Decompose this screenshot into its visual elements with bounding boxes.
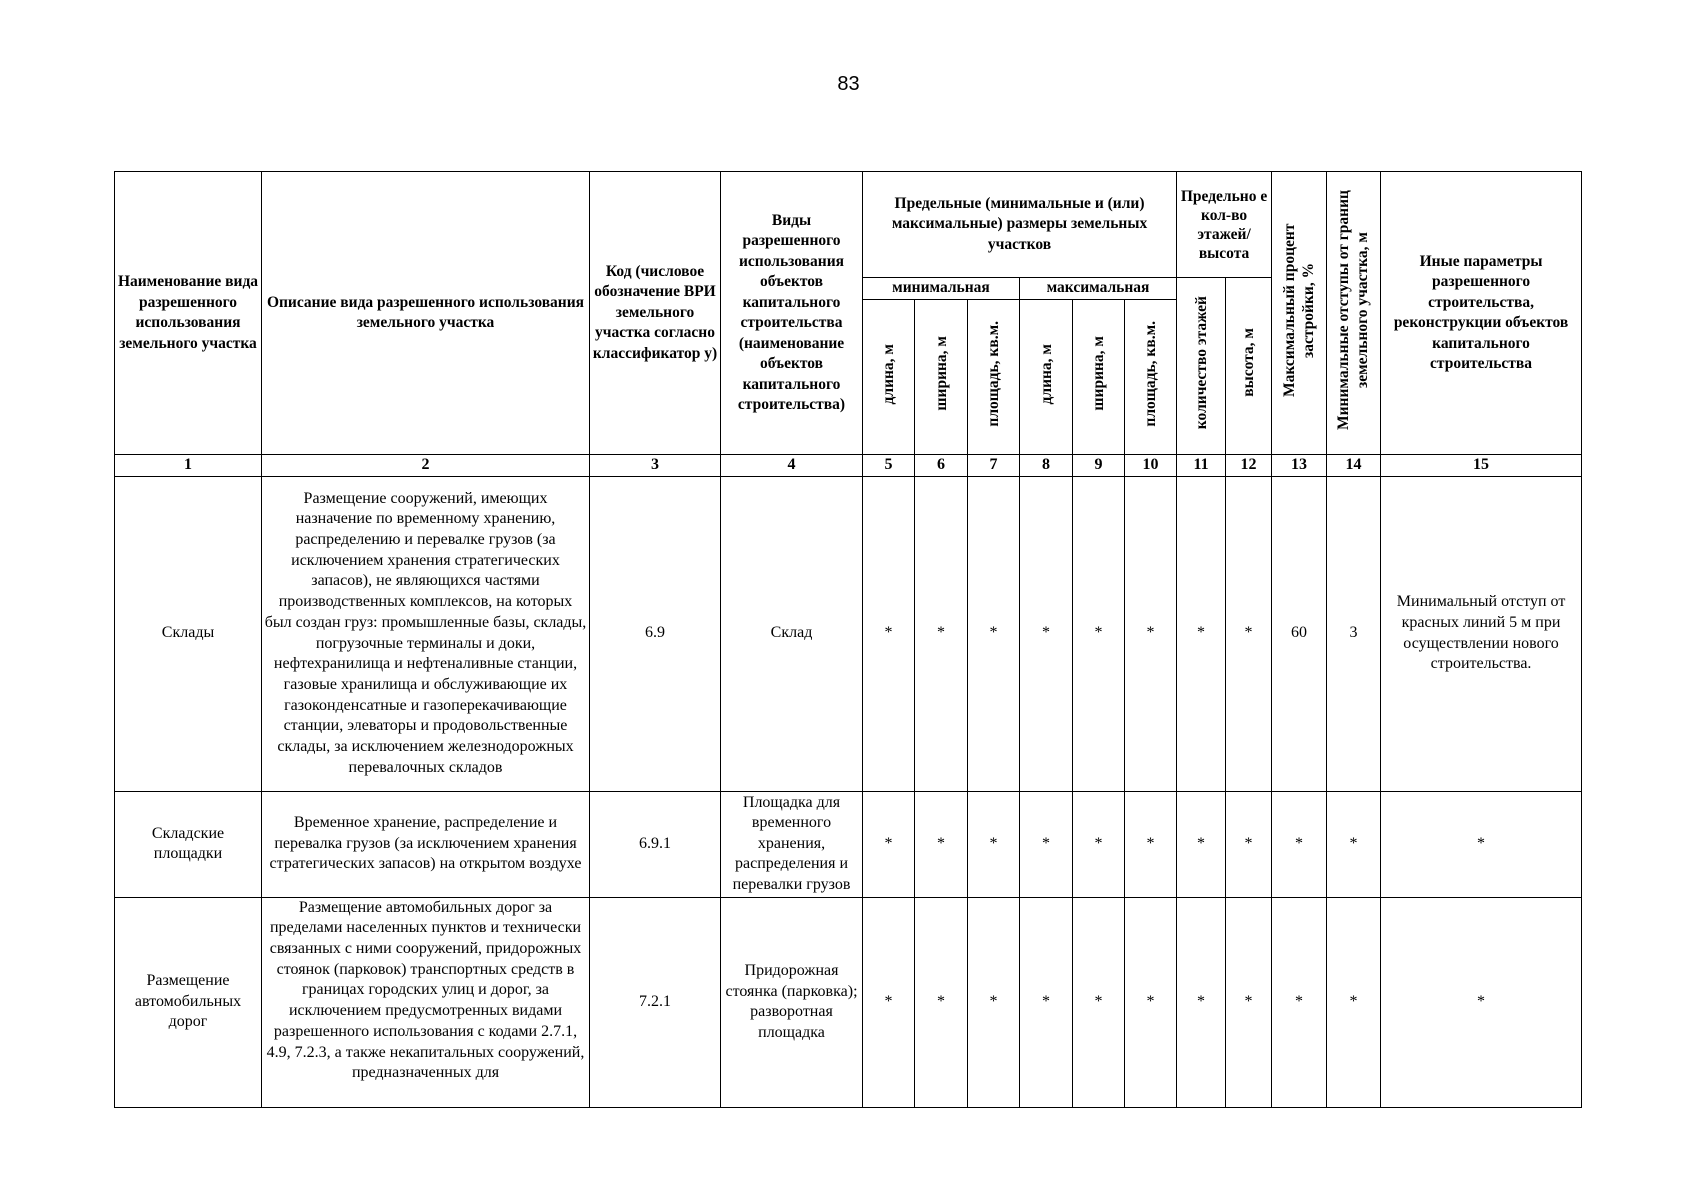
column-number-row xyxy=(115,455,1582,477)
header-height-text: высота, м xyxy=(1240,328,1258,398)
other-params-value: * xyxy=(1381,897,1582,1107)
header-max-width-text: ширина, м xyxy=(1090,336,1107,412)
header-max-width xyxy=(1073,300,1125,455)
capital-object-kinds: Площадка для временного хранения, распределения и перевалки грузов xyxy=(721,791,863,897)
header-land-use-name: Наименование вида разрешенного использования земельного участка xyxy=(115,172,262,455)
column-number: 3 xyxy=(590,455,721,477)
column-number: 13 xyxy=(1272,455,1327,477)
column-number: 2 xyxy=(262,455,590,477)
floors-count-value: * xyxy=(1177,476,1226,791)
floors-count-value: * xyxy=(1177,897,1226,1107)
min-width-value: * xyxy=(915,476,968,791)
header-max-length xyxy=(1020,300,1073,455)
min-setback-value: * xyxy=(1327,791,1381,897)
land-use-code: 6.9.1 xyxy=(590,791,721,897)
max-build-percent-value: * xyxy=(1272,791,1327,897)
header-max-length-text: длина, м xyxy=(1037,343,1055,404)
max-build-percent-value: 60 xyxy=(1272,476,1327,791)
height-value: * xyxy=(1226,897,1272,1107)
land-use-code: 6.9 xyxy=(590,476,721,791)
header-max-build-percent-text: Максимальный процент застройки, % xyxy=(1281,223,1318,397)
column-number: 4 xyxy=(721,455,863,477)
header-min-setbacks xyxy=(1327,172,1381,455)
column-number: 7 xyxy=(968,455,1020,477)
header-capital-objects: Виды разрешенного использования объектов капитального строительства (наименование объектов капитального строительства) xyxy=(721,172,863,455)
column-number: 12 xyxy=(1226,455,1272,477)
header-max-area xyxy=(1125,300,1177,455)
max-width-value: * xyxy=(1073,476,1125,791)
land-use-name: Складские площадки xyxy=(115,791,262,897)
land-use-code: 7.2.1 xyxy=(590,897,721,1107)
table-row xyxy=(115,897,1582,1107)
max-area-value: * xyxy=(1125,897,1177,1107)
max-length-value: * xyxy=(1020,791,1073,897)
header-description: Описание вида разрешенного использования земельного участка xyxy=(262,172,590,455)
capital-object-kinds: Придорожная стоянка (парковка); разворотная площадка xyxy=(721,897,863,1107)
table-row xyxy=(115,476,1582,791)
header-min-length-text: длина, м xyxy=(880,343,897,404)
header-code: Код (числовое обозначение ВРИ земельного участка согласно классификатор у) xyxy=(590,172,721,455)
column-number: 6 xyxy=(915,455,968,477)
header-min-area xyxy=(968,300,1020,455)
land-use-name: Склады xyxy=(115,476,262,791)
table-row xyxy=(115,791,1582,897)
min-area-value: * xyxy=(968,476,1020,791)
column-number: 15 xyxy=(1381,455,1582,477)
land-use-table xyxy=(114,171,1582,1108)
height-value: * xyxy=(1226,476,1272,791)
land-use-name: Размещение автомобильных дорог xyxy=(115,897,262,1107)
header-min-width xyxy=(915,300,968,455)
header-min-width-text: ширина, м xyxy=(932,336,950,412)
min-area-value: * xyxy=(968,897,1020,1107)
column-number: 11 xyxy=(1177,455,1226,477)
max-area-value: * xyxy=(1125,791,1177,897)
header-minimum: минимальная xyxy=(863,278,1020,300)
min-setback-value: * xyxy=(1327,897,1381,1107)
land-use-description: Размещение автомобильных дорог за пределами населенных пунктов и технически связанных с ними сооружений, придорожных стоянок (парковок) транспортных средств в границах городских улиц и дорог, за исключением предусмотренных видами разрешенного использования с кодами 2.7.1, 4.9, 7.2.3, а также некапитальных сооружений, предназначенных для xyxy=(262,897,590,1107)
min-width-value: * xyxy=(915,897,968,1107)
min-length-value: * xyxy=(863,897,915,1107)
column-number: 10 xyxy=(1125,455,1177,477)
height-value: * xyxy=(1226,791,1272,897)
header-min-area-text: площадь, кв.м. xyxy=(985,320,1002,427)
other-params-value: * xyxy=(1381,791,1582,897)
page-number: 83 xyxy=(837,73,860,95)
header-plot-sizes: Предельные (минимальные и (или) максимальные) размеры земельных участков xyxy=(863,172,1177,278)
header-height xyxy=(1226,278,1272,455)
header-floors-count xyxy=(1177,278,1226,455)
header-floors-count-text: количество этажей xyxy=(1192,296,1210,430)
min-area-value: * xyxy=(968,791,1020,897)
land-use-description: Временное хранение, распределение и перевалка грузов (за исключением хранения стратегических запасов) на открытом воздухе xyxy=(262,791,590,897)
header-maximum: максимальная xyxy=(1020,278,1177,300)
capital-object-kinds: Склад xyxy=(721,476,863,791)
min-length-value: * xyxy=(863,791,915,897)
min-setback-value: 3 xyxy=(1327,476,1381,791)
column-number: 14 xyxy=(1327,455,1381,477)
header-other-params: Иные параметры разрешенного строительства, реконструкции объектов капитального строительства xyxy=(1381,172,1582,455)
max-area-value: * xyxy=(1125,476,1177,791)
max-length-value: * xyxy=(1020,476,1073,791)
column-number: 8 xyxy=(1020,455,1073,477)
max-build-percent-value: * xyxy=(1272,897,1327,1107)
min-length-value: * xyxy=(863,476,915,791)
header-max-build-percent xyxy=(1272,172,1327,455)
max-length-value: * xyxy=(1020,897,1073,1107)
column-number: 5 xyxy=(863,455,915,477)
max-width-value: * xyxy=(1073,897,1125,1107)
header-min-setbacks-text: Минимальные отступы от границ земельного участка, м xyxy=(1334,189,1371,430)
column-number: 9 xyxy=(1073,455,1125,477)
min-width-value: * xyxy=(915,791,968,897)
floors-count-value: * xyxy=(1177,791,1226,897)
header-max-area-text: площадь, кв.м. xyxy=(1142,320,1160,427)
header-floors-height: Предельно е кол-во этажей/ высота xyxy=(1177,172,1272,278)
other-params-value: Минимальный отступ от красных линий 5 м при осуществлении нового строительства. xyxy=(1381,476,1582,791)
max-width-value: * xyxy=(1073,791,1125,897)
column-number: 1 xyxy=(115,455,262,477)
header-min-length xyxy=(863,300,915,455)
land-use-description: Размещение сооружений, имеющих назначение по временному хранению, распределению и перевалке грузов (за исключением хранения стратегических запасов), не являющихся частями производственных комплексов, на которых был создан груз: промышленные базы, склады, погрузочные терминалы и доки, нефтехранилища и нефтеналивные станции, газовые хранилища и обслуживающие их газоконденсатные и газоперекачивающие станции, элеваторы и продовольственные склады, за исключением железнодорожных перевалочных складов xyxy=(262,476,590,791)
